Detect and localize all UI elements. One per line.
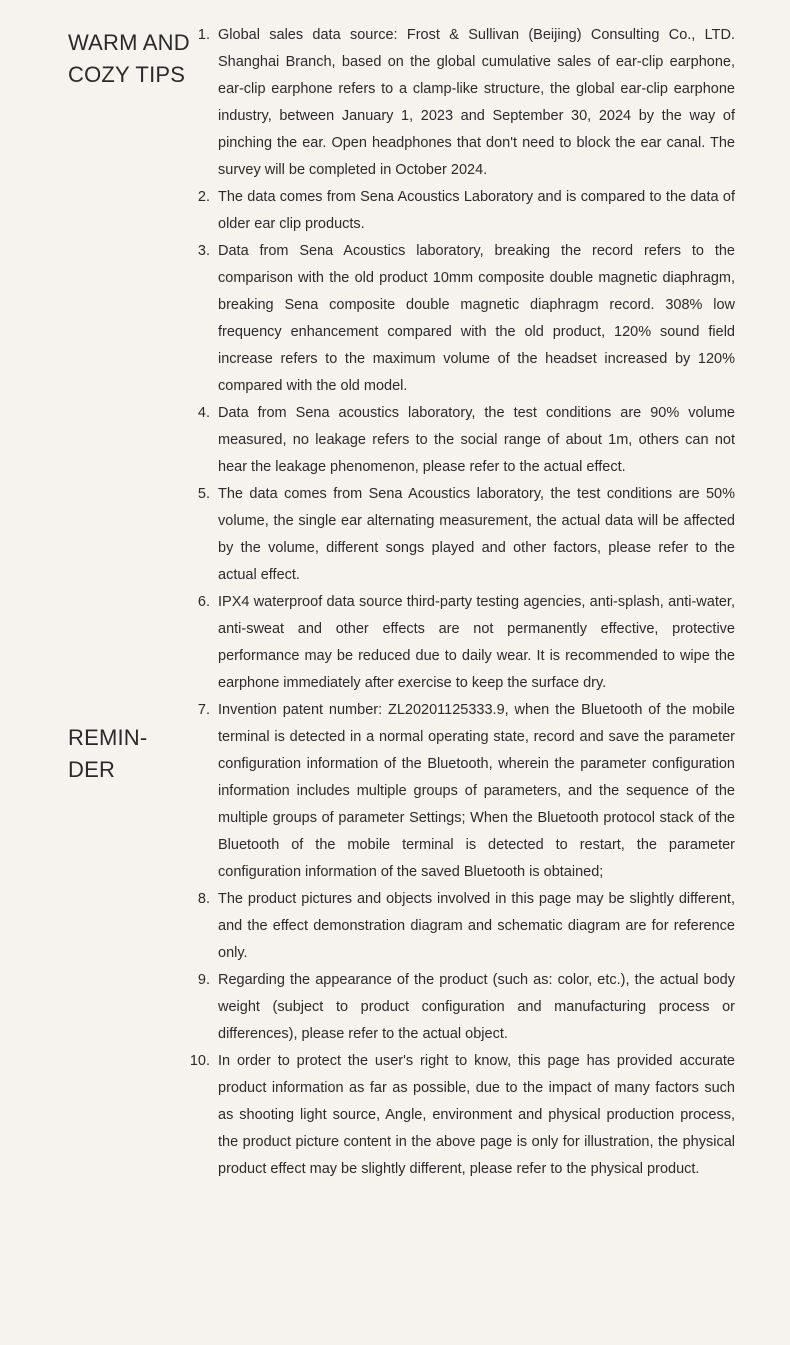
note-item xyxy=(186,184,735,238)
note-number: 8. xyxy=(197,891,210,907)
warm-tips-heading: WARM AND COZY TIPS xyxy=(68,30,190,87)
note-number: 1. xyxy=(197,27,210,43)
note-number: 6. xyxy=(197,594,210,610)
note-number: 9. xyxy=(197,972,210,988)
note-item xyxy=(186,1048,735,1183)
note-number: 10. xyxy=(189,1053,210,1069)
note-text: The data comes from Sena Acoustics Laboratory and is compared to the data of older ear clip products. xyxy=(218,189,735,232)
note-text: Data from Sena acoustics laboratory, the test conditions are 90% volume measured, no leakage refers to the social range of about 1m, others can not hear the leakage phenomenon, please refer to the actual effect. xyxy=(218,405,735,475)
note-text: Invention patent number: ZL20201125333.9, when the Bluetooth of the mobile terminal is detected in a normal operating state, record and save the parameter configuration information of the Bluetooth, wherein the parameter configuration information includes multiple groups of parameters, and the sequence of the multiple groups of parameter Settings; When the Bluetooth protocol stack of the Bluetooth of the mobile terminal is detected to restart, the parameter configuration information of the saved Bluetooth is obtained; xyxy=(218,702,735,880)
notes-list xyxy=(186,22,735,1183)
note-text: Data from Sena Acoustics laboratory, breaking the record refers to the comparison with the old product 10mm composite double magnetic diaphragm, breaking Sena composite double magnetic diaphragm record. 308% low frequency enhancement compared with the old product, 120% sound field increase refers to the maximum volume of the headset increased by 120% compared with the old model. xyxy=(218,243,735,394)
note-text: In order to protect the user's right to know, this page has provided accurate product information as far as possible, due to the impact of many factors such as shooting light source, Angle, environment and physical production process, the product picture content in the above page is only for illustration, the physical product effect may be slightly different, please refer to the physical product. xyxy=(218,1053,735,1177)
note-text: The data comes from Sena Acoustics laboratory, the test conditions are 50% volume, the single ear alternating measurement, the actual data will be affected by the volume, different songs played and other factors, please refer to the actual effect. xyxy=(218,486,735,583)
note-item xyxy=(186,400,735,481)
note-item xyxy=(186,481,735,589)
note-number: 5. xyxy=(197,486,210,502)
note-item xyxy=(186,967,735,1048)
reminder-heading: REMIN-DER xyxy=(68,725,148,782)
note-text: Global sales data source: Frost & Sullivan (Beijing) Consulting Co., LTD. Shanghai Branch, based on the global cumulative sales of ear-clip earphone, ear-clip earphone refers to a clamp-like structure, the global ear-clip earphone industry, between January 1, 2023 and September 30, 2024 by the way of pinching the ear. Open headphones that don't need to block the ear canal. The survey will be completed in October 2024. xyxy=(218,27,735,178)
note-item xyxy=(186,238,735,400)
note-text: Regarding the appearance of the product (such as: color, etc.), the actual body weight (subject to product configuration and manufacturing process or differences), please refer to the actual object. xyxy=(218,972,735,1042)
note-text: The product pictures and objects involved in this page may be slightly different, and the effect demonstration diagram and schematic diagram are for reference only. xyxy=(218,891,735,961)
note-number: 2. xyxy=(197,189,210,205)
note-item xyxy=(186,886,735,967)
note-item xyxy=(186,22,735,184)
note-text: IPX4 waterproof data source third-party testing agencies, anti-splash, anti-water, anti-sweat and other effects are not permanently effective, protective performance may be reduced due to daily wear. It is recommended to wipe the earphone immediately after exercise to keep the surface dry. xyxy=(218,594,735,691)
note-item xyxy=(186,589,735,697)
note-number: 7. xyxy=(197,702,210,718)
note-item xyxy=(186,697,735,886)
note-number: 4. xyxy=(197,405,210,421)
note-number: 3. xyxy=(197,243,210,259)
